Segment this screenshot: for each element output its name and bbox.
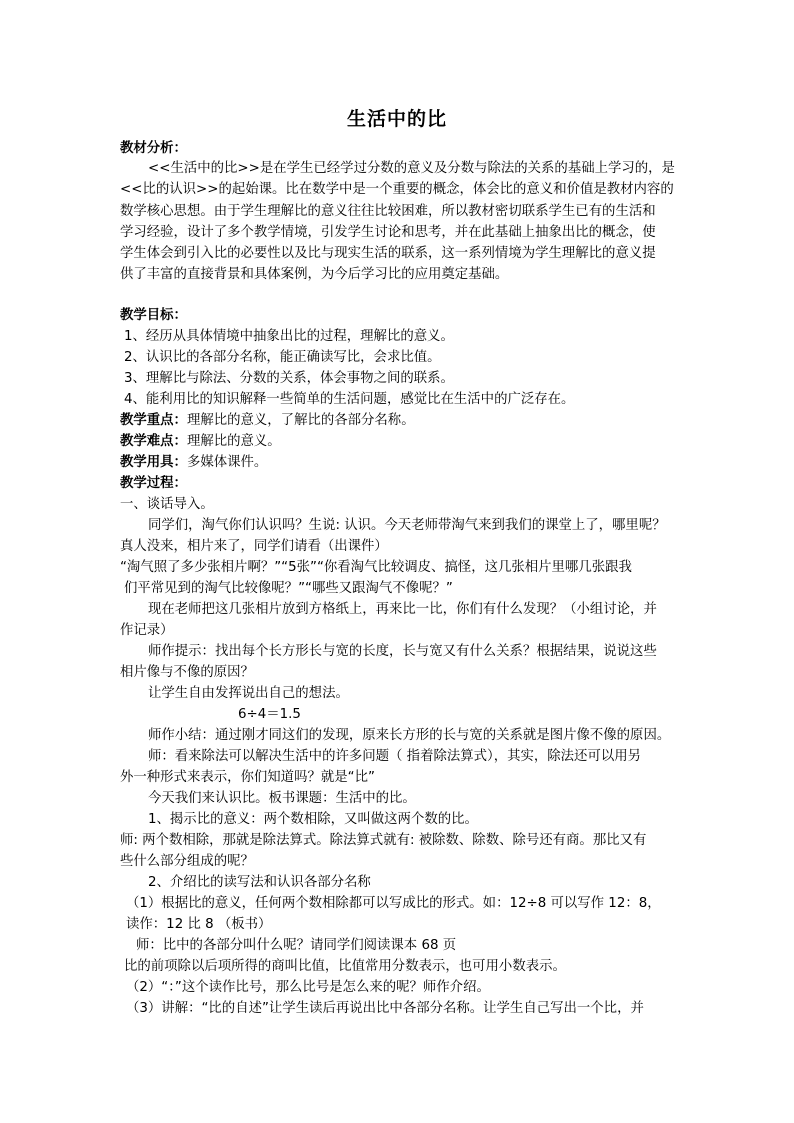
process-line: 们平常见到的淘气比较像呢？”“哪些又跟淘气不像呢？” <box>124 581 453 596</box>
difficulty-text: 理解比的意义。 <box>186 434 281 449</box>
process-line: 师作小结：通过刚才同这们的发现，原来长方形的长与宽的关系就是图片像不像的原因。 <box>148 728 671 743</box>
tools-line <box>120 454 680 472</box>
process-line: 现在老师把这几张相片放到方格纸上，再来比一比，你们有什么发现？（小组讨论，并 <box>148 602 657 617</box>
goal-item: 4、能利用比的知识解释一些简单的生活问题，感觉比在生活中的广泛存在。 <box>124 392 575 407</box>
process-line: 师作提示：找出每个长方形长与宽的长度，长与宽又有什么关系？根据结果，说说这些 <box>148 644 657 659</box>
process-line: 比的前项除以后项所得的商叫比值，比值常用分数表示，也可用小数表示。 <box>124 959 566 974</box>
difficulty-label: 教学难点： <box>120 434 187 449</box>
difficulty-line <box>120 433 680 451</box>
tools-label: 教学用具： <box>120 455 187 470</box>
goal-item: 3、理解比与除法、分数的关系，体会事物之间的联系。 <box>124 371 454 386</box>
process-line: 一、谈话导入。 <box>120 497 214 512</box>
focus-text: 理解比的意义，了解比的各部分名称。 <box>186 413 415 428</box>
process-line: 今天我们来认识比。板书课题：生活中的比。 <box>148 791 416 806</box>
process-line: 读作：12 比 8 （板书） <box>126 917 272 932</box>
focus-label: 教学重点： <box>120 413 187 428</box>
document-title: 生活中的比 <box>346 108 447 130</box>
process-line: 作记录） <box>120 623 174 638</box>
analysis-line: <<生活中的比>>是在学生已经学过分数的意义及分数与除法的关系的基础上学习的，是 <box>148 161 675 176</box>
process-line: 师: 两个数相除，那就是除法算式。除法算式就有: 被除数、除数、除号还有商。那比又有 <box>120 833 647 848</box>
process-line: 真人没来，相片来了，同学们请看（出课件） <box>120 539 388 554</box>
process-line: 相片像与不像的原因？ <box>120 665 254 680</box>
process-heading: 教学过程： <box>120 476 187 491</box>
process-line: “淘气照了多少张相片啊？”“5张”“你看淘气比较调皮、搞怪，这几张相片里哪几张跟我 <box>120 560 632 575</box>
analysis-line: 供了丰富的直接背景和具体案例，为今后学习比的应用奠定基础。 <box>120 267 509 282</box>
division-formula: 6÷4＝1.5 <box>238 707 301 722</box>
process-line: 2、介绍比的读写法和认识各部分名称 <box>148 875 371 890</box>
goal-item: 2、认识比的各部分名称，能正确读写比，会求比值。 <box>124 350 441 365</box>
process-line: 同学们，淘气你们认识吗？生说: 认识。今天老师带淘气来到我们的课堂上了，哪里呢？ <box>148 518 666 533</box>
analysis-line: <<比的认识>>的起始课。比在数学中是一个重要的概念，体会比的意义和价值是教材内容的 <box>120 182 674 197</box>
process-line: 师：比中的各部分叫什么呢？请同学们阅读课本 68 页 <box>136 938 457 953</box>
process-line: 外一种形式来表示，你们知道吗？就是“比” <box>120 770 375 785</box>
process-line: （2）“：”这个读作比号，那么比号是怎么来的呢？师作介绍。 <box>126 980 490 995</box>
goals-heading: 教学目标： <box>120 308 187 323</box>
analysis-line: 学习经验，设计了多个教学情境，引发学生讨论和思考，并在此基础上抽象出比的概念，使 <box>120 225 656 240</box>
process-line: （1）根据比的意义，任何两个数相除都可以写成比的形式。如：12÷8 可以写作 12：8， <box>126 896 661 911</box>
process-line: 师：看来除法可以解决生活中的许多问题（ 指着除法算式），其实，除法还可以用另 <box>148 749 642 764</box>
process-line: 1、揭示比的意义：两个数相除，又叫做这两个数的比。 <box>148 812 478 827</box>
process-line: （3）讲解：“比的自述”让学生读后再说出比中各部分名称。让学生自己写出一个比，并 <box>126 1001 644 1016</box>
tools-text: 多媒体课件。 <box>186 455 268 470</box>
process-line: 让学生自由发挥说出自己的想法。 <box>148 686 349 701</box>
analysis-line: 数学核心思想。由于学生理解比的意义往往比较困难，所以教材密切联系学生已有的生活和 <box>120 204 656 219</box>
analysis-heading: 教材分析： <box>120 141 187 156</box>
focus-line <box>120 412 680 430</box>
analysis-line: 学生体会到引入比的必要性以及比与现实生活的联系，这一系列情境为学生理解比的意义提 <box>120 246 656 261</box>
goal-item: 1、经历从具体情境中抽象出比的过程，理解比的意义。 <box>124 329 454 344</box>
process-line: 些什么部分组成的呢？ <box>120 854 254 869</box>
